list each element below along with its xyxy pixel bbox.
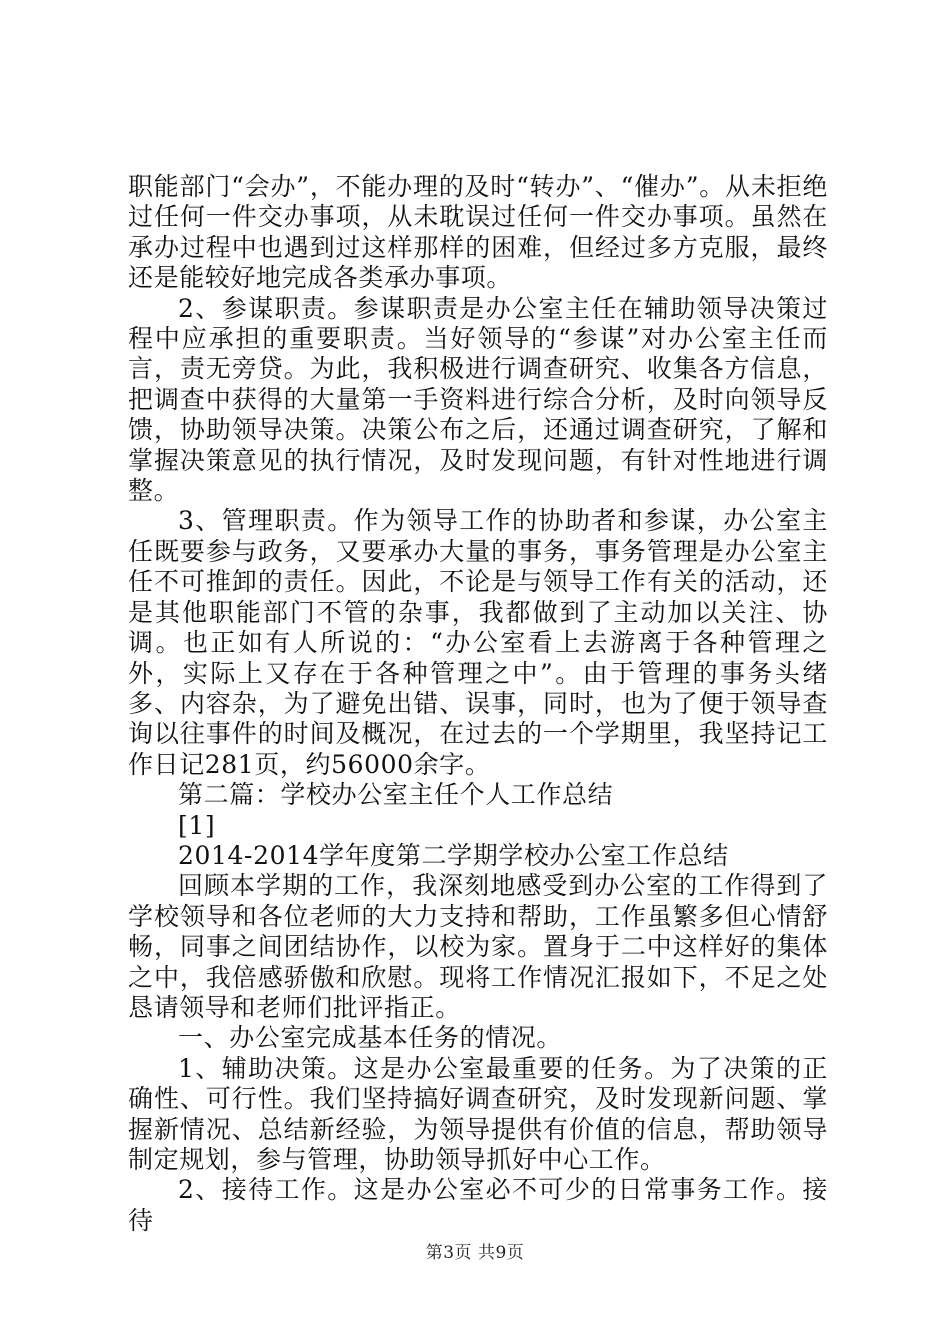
report-title: 2014-2014学年度第二学期学校办公室工作总结: [178, 840, 729, 870]
paragraph-review: 回顾本学期的工作，我深刻地感受到办公室的工作得到了学校领导和各位老师的大力支持和帮助，工作虽繁多但心情舒畅，同事之间团结协作，以校为家。置身于二中这样好的集体之中，我倍感骄傲和欣慰。现将工作情况汇报如下，不足之处恳请领导和老师们批评指正。: [128, 871, 828, 1022]
paragraph-management-duty: 3、管理职责。作为领导工作的协助者和参谋，办公室主任既要参与政务，又要承办大量的事务，事务管理是办公室主任不可推卸的责任。因此，不论是与领导工作有关的活动，还是其他职能部门不管的杂事，我都做到了主动加以关注、协调。也正如有人所说的：“办公室看上去游离于各种管理之外，实际上又存在于各种管理之中”。由于管理的事务头绪多、内容杂，为了避免出错、误事，同时，也为了便于领导查询以往事件的时间及概况，在过去的一个学期里，我坚持记工作日记281页，约56000余字。: [128, 506, 828, 779]
paragraph-advisory-duty: 2、参谋职责。参谋职责是办公室主任在辅助领导决策过程中应承担的重要职责。当好领导的“参谋”对办公室主任而言，责无旁贷。为此，我积极进行调查研究、收集各方信息，把调查中获得的大量第一手资料进行综合分析，及时向领导反馈，协助领导决策。决策公布之后，还通过调查研究，了解和掌握决策意见的执行情况，及时发现问题，有针对性地进行调整。: [128, 293, 828, 506]
section-title: 第二篇：学校办公室主任个人工作总结: [178, 780, 614, 810]
page-number-footer: 第3页 共9页: [425, 1243, 525, 1263]
document-body: [128, 172, 828, 1236]
paragraph-continued: 职能部门“会办”，不能办理的及时“转办”、“催办”。从未拒绝过任何一件交办事项，从未耽误过任何一件交办事项。虽然在承办过程中也遇到过这样那样的困难，但经过多方克服，最终还是能较好地完成各类承办事项。: [128, 172, 828, 293]
subsection-heading: 一、办公室完成基本任务的情况。: [178, 1023, 563, 1053]
paragraph-decision-support: 1、辅助决策。这是办公室最重要的任务。为了决策的正确性、可行性。我们坚持搞好调查研究，及时发现新问题、掌握新情况、总结新经验，为领导提供有价值的信息，帮助领导制定规划，参与管理，协助领导抓好中心工作。: [128, 1053, 828, 1174]
footnote-marker: [1]: [178, 810, 216, 840]
paragraph-reception: 2、接待工作。这是办公室必不可少的日常事务工作。接待: [128, 1175, 828, 1235]
